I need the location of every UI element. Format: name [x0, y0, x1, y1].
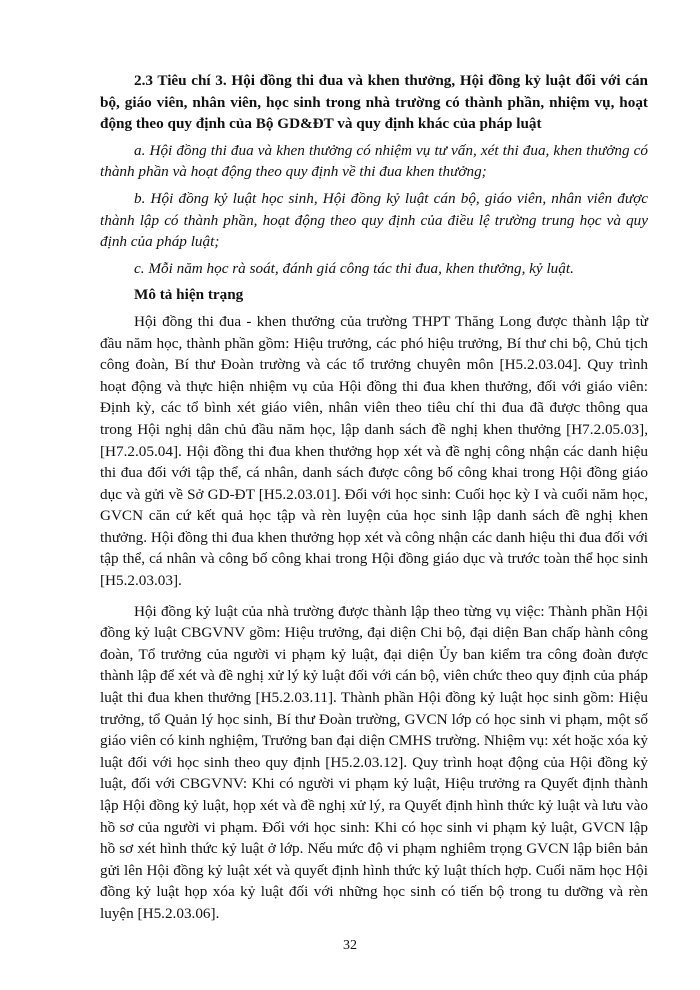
page-content — [100, 70, 648, 934]
page-number: 32 — [343, 938, 357, 953]
paragraph-discipline-council: Hội đồng kỷ luật của nhà trường được thành lập theo từng vụ việc: Thành phần Hội đồng kỷ luật CBGVNV gồm: Hiệu trưởng, đại diện Chi bộ, đại diện Ban chấp hành công đoàn, Tổ trưởng của người vi phạm kỷ luật, đại diện Ủy ban kiểm tra công đoàn được thành lập để xét và đề nghị xử lý kỷ luật đối với cán bộ, viên chức theo quy định của pháp luật thi đua khen thưởng [H5.2.03.11]. Thành phần Hội đồng kỷ luật học sinh gồm: Hiệu trưởng, tổ Quản lý học sinh, Bí thư Đoàn trường, GVCN lớp có học sinh vi phạm, một số giáo viên có kinh nghiệm, Trưởng ban đại diện CMHS trường. Nhiệm vụ: xét hoặc xóa kỷ luật đối với học sinh theo quy định [H5.2.03.12]. Quy trình hoạt động của Hội đồng kỷ luật, đối với CBGVNV: Khi có người vi phạm kỷ luật, Hiệu trưởng ra Quyết định thành lập Hội đồng kỷ luật, họp xét và đề nghị xử lý, ra Quyết định hình thức kỷ luật và lưu vào hồ sơ của người vi phạm. Đối với học sinh: Khi có học sinh vi phạm kỷ luật, GVCN lập hồ sơ xét hình thức kỷ luật ở lớp. Nếu mức độ vi phạm nghiêm trọng GVCN lập biên bản gửi lên Hội đồng kỷ luật xét và quyết định hình thức kỷ luật thích hợp. Cuối năm học Hội đồng kỷ luật họp xóa kỷ luật đối với những học sinh có tiến bộ trong tu dưỡng và rèn luyện [H5.2.03.06]. — [100, 602, 648, 922]
paragraph-emulation-council: Hội đồng thi đua - khen thưởng của trường THPT Thăng Long được thành lập từ đầu năm học, thành phần gồm: Hiệu trưởng, các phó hiệu trưởng, Bí thư chi bộ, Chủ tịch công đoàn, Bí thư Đoàn trường và các tổ trưởng chuyên môn [H5.2.03.04]. Quy trình hoạt động và thực hiện nhiệm vụ của Hội đồng thi đua khen thưởng, đối với giáo viên: Định kỳ, các tổ bình xét giáo viên, nhân viên theo tiêu chí thi đua đã được thông qua trong Hội nghị dân chủ đầu năm học, lập danh sách đề nghị khen thưởng [H7.2.05.03], [H7.2.05.04]. Hội đồng thi đua khen thưởng họp xét và đề nghị công nhận các danh hiệu thi đua đối với tập thể, cá nhân, danh sách được công bố công khai trong Hội đồng giáo dục và gửi về Sở GD-ĐT [H5.2.03.01]. Đối với học sinh: Cuối học kỳ I và cuối năm học, GVCN căn cứ kết quả học tập và rèn luyện của học sinh lập danh sách đề nghị khen thưởng. Hội đồng thi đua khen thưởng họp xét và công nhận các danh hiệu thi đua đối với tập thể, cá nhân và công bố công khai trong Hội đồng giáo dục và trước toàn thể học sinh [H5.2.03.03]. — [100, 312, 648, 590]
current-state-subheading: Mô tả hiện trạng — [134, 286, 244, 304]
criterion-a: a. Hội đồng thi đua và khen thưởng có nhiệm vụ tư vấn, xét thi đua, khen thưởng có thành phần và hoạt động theo quy định về thi đua khen thưởng; — [100, 141, 648, 181]
section-heading: 2.3 Tiêu chí 3. Hội đồng thi đua và khen thưởng, Hội đồng kỷ luật đối với cán bộ, giáo viên, nhân viên, học sinh trong nhà trường có thành phần, nhiệm vụ, hoạt động theo quy định của Bộ GD&ĐT và quy định khác của pháp luật — [100, 72, 648, 133]
criterion-c: c. Mỗi năm học rà soát, đánh giá công tác thi đua, khen thưởng, kỷ luật. — [134, 259, 574, 277]
criterion-b: b. Hội đồng kỷ luật học sinh, Hội đồng kỷ luật cán bộ, giáo viên, nhân viên được thành lập có thành phần, hoạt động theo quy định của điều lệ trường trung học và quy định của pháp luật; — [100, 189, 648, 251]
